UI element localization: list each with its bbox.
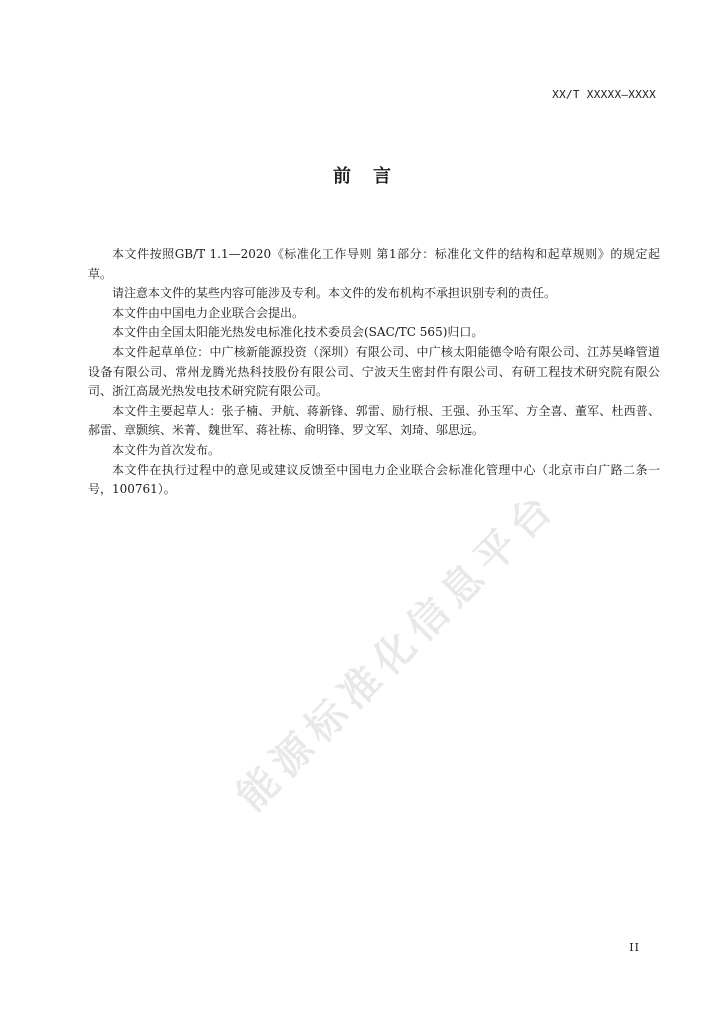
paragraph-drafters: 本文件主要起草人：张子楠、尹航、蒋新锋、郭雷、励行根、王强、孙玉军、方全喜、董军、杜西普、郝雷、章颢缤、米菁、魏世军、蒋社栋、俞明锋、罗文军、刘琦、邬思远。 [88,403,660,438]
document-number: XX/T XXXXX—XXXX [552,88,656,101]
paragraph-patent-notice: 请注意本文件的某些内容可能涉及专利。本文件的发布机构不承担识别专利的责任。 [112,286,557,301]
page-number: II [629,941,640,954]
paragraph-technical-committee: 本文件由全国太阳能光热发电标准化技术委员会(SAC/TC 565)归口。 [112,325,484,340]
paragraph-drafting-rules: 本文件按照GB/T 1.1—2020《标准化工作导则 第1部分：标准化文件的结构和起草规则》的规定起草。 [88,247,660,281]
foreword-body [88,245,660,500]
paragraph-first-release: 本文件为首次发布。 [112,442,221,457]
paragraph-proposer: 本文件由中国电力企业联合会提出。 [112,305,305,320]
paragraph-feedback: 本文件在执行过程中的意见或建议反馈至中国电力企业联合会标准化管理中心（北京市白广路二条一号，100761）。 [88,462,660,497]
page-title: 前言 [333,166,413,187]
paragraph-drafting-organizations: 本文件起草单位：中广核新能源投资（深圳）有限公司、中广核太阳能德令哈有限公司、江苏昊峰管道设备有限公司、常州龙腾光热科技股份有限公司、宁波天生密封件有限公司、有研工程技术研究院有限公司、浙江高晟光热发电技术研究院有限公司。 [88,344,660,399]
watermark: 能源标准化信息平台 [228,481,567,820]
